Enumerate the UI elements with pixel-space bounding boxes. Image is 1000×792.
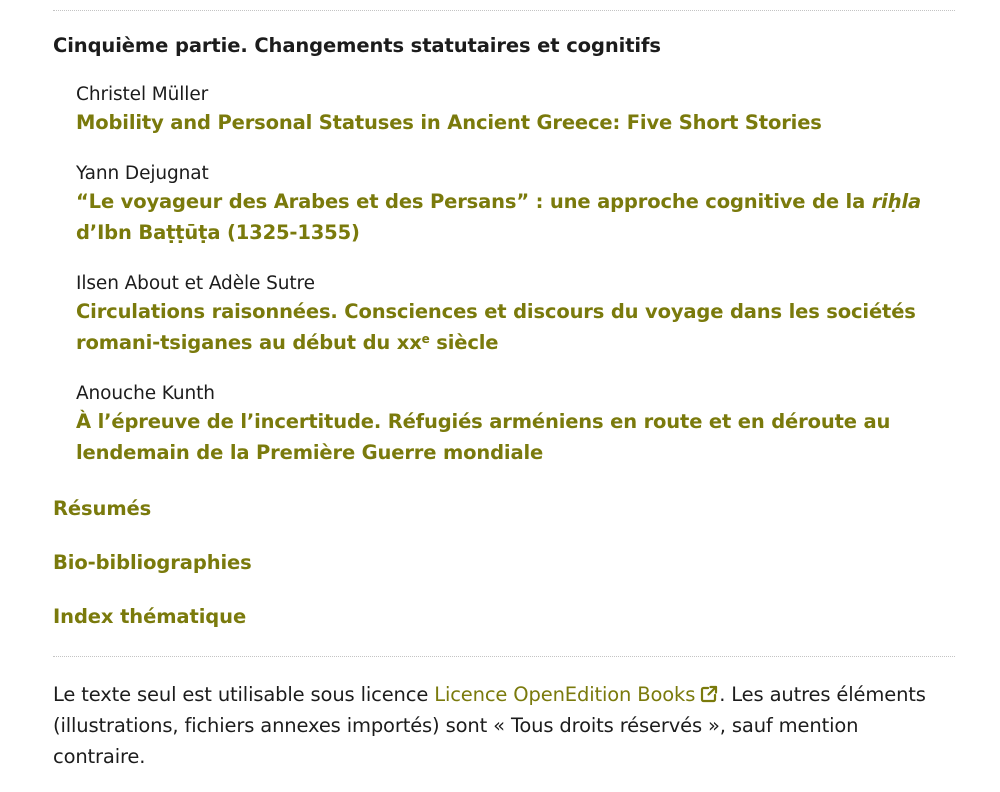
license-text: . Les autres éléments (illustrations, fichiers annexes importés) sont « Tous droits réservés », sauf mention contraire. [53, 683, 926, 768]
chapter-author: Yann Dejugnat [76, 163, 209, 184]
license-notice [53, 679, 955, 772]
chapter-entry [76, 382, 955, 468]
license-link-label: Licence OpenEdition Books [434, 683, 696, 706]
chapter-author: Ilsen About et Adèle Sutre [76, 273, 315, 294]
chapter-list [53, 83, 955, 468]
chapter-entry [76, 272, 955, 358]
chapter-entry [76, 162, 955, 248]
top-divider [53, 10, 955, 11]
bio-bibliographies-link[interactable]: Bio-bibliographies [53, 551, 252, 574]
index-thematique-link[interactable]: Index thématique [53, 605, 247, 628]
license-text: Le texte seul est utilisable sous licence [53, 683, 435, 706]
title-text: Circulations raisonnées. Consciences et discours du voyage dans les sociétés romani-tsiganes au début du xx [76, 300, 916, 354]
title-superscript: e [421, 332, 430, 346]
title-text: d’Ibn Baṭṭūṭa (1325-1355) [76, 221, 360, 244]
license-link[interactable] [434, 683, 719, 706]
bottom-divider [53, 656, 955, 657]
table-of-contents [53, 0, 955, 792]
chapter-title-link[interactable] [76, 296, 955, 358]
external-link-icon [699, 684, 719, 704]
chapter-author: Anouche Kunth [76, 383, 215, 404]
part-heading: Cinquième partie. Changements statutaires et cognitifs [53, 34, 661, 57]
chapter-entry [76, 83, 955, 138]
chapter-author: Christel Müller [76, 84, 209, 105]
chapter-title-link[interactable]: Mobility and Personal Statuses in Ancient Greece: Five Short Stories [76, 111, 822, 134]
title-italic-text: riḥla [871, 190, 921, 213]
chapter-title-link[interactable] [76, 186, 955, 248]
title-text: siècle [429, 331, 499, 354]
resumes-link[interactable]: Résumés [53, 497, 152, 520]
chapter-title-link[interactable]: À l’épreuve de l’incertitude. Réfugiés arméniens en route et en déroute au lendemain de la Première Guerre mondiale [76, 410, 891, 464]
title-text: “Le voyageur des Arabes et des Persans” : une approche cognitive de la [76, 190, 872, 213]
